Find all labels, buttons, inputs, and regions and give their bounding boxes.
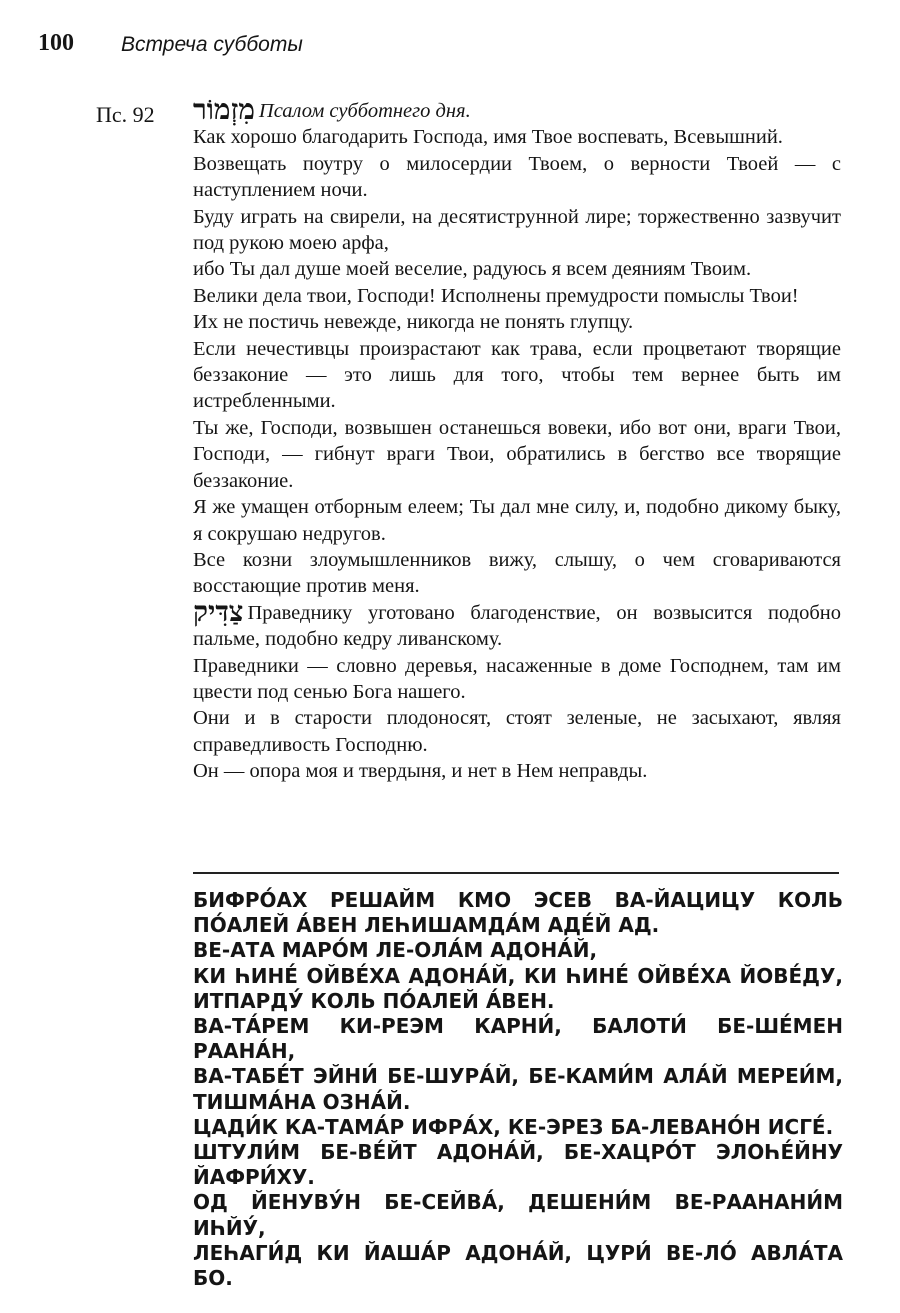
- verse: ибо Ты дал душе моей веселие, радуюсь я всем деяниям Твоим.: [193, 258, 752, 281]
- psalm-subtitle: Псалом субботнего дня.: [258, 100, 471, 122]
- psalm-title-line: [193, 93, 841, 126]
- verse: Если нечестивцы произрастают как трава, если процветают творящие беззаконие — это лишь для того, чтобы тем вернее быть им истребленными.: [193, 337, 841, 413]
- transliteration-line: КИ ҺИНЕ́ ОЙВЕ́ХА АДОНА́Й, КИ ҺИНЕ́ ОЙВЕ́ХА ЙОВЕ́ДУ, ИТПАРДУ́ КОЛЬ ПО́АЛЕЙ А́ВЕН.: [193, 963, 843, 1013]
- hebrew-title: מִזְמוֹר: [193, 93, 255, 126]
- transliteration-line: БИФРО́АХ РЕШАЙМ КМО ЭСЕВ ВА-ЙАЦИЦУ КОЛЬ ПО́АЛЕЙ А́ВЕН ЛЕҺИШАМДА́М АДЕ́Й АД.: [193, 888, 843, 938]
- verse: Их не постичь невежде, никогда не понять глупцу.: [193, 311, 634, 334]
- verse: Праведники — словно деревья, насаженные в доме Господнем, там им цвести под сенью Бога нашего.: [193, 654, 841, 703]
- transliteration-line: ОД ЙЕНУВУ́Н БЕ-СЕЙВА́, ДЕШЕНИ́М ВЕ-РААНАНИ́М ИҺЙУ́,: [193, 1190, 843, 1240]
- hebrew-marker: צַדִּיק: [193, 594, 244, 628]
- verse: Он — опора моя и твердыня, и нет в Нем неправды.: [193, 760, 648, 783]
- marked-verse: [193, 594, 841, 653]
- verse: Велики дела твои, Господи! Исполнены премудрости помыслы Твои!: [193, 284, 799, 307]
- russian-translation: [193, 93, 841, 785]
- verse: Возвещать поутру о милосердии Твоем, о верности Твоей — с наступлением ночи.: [193, 152, 841, 202]
- transliteration-line: ШТУЛИ́М БЕ-ВЕ́ЙТ АДОНА́Й, БЕ-ХАЦРО́Т ЭЛОҺЕ́ЙНУ ЙАФРИ́ХУ.: [193, 1140, 843, 1190]
- page-number: 100: [38, 30, 74, 56]
- verse: Как хорошо благодарить Господа, имя Твое воспевать, Всевышний.: [193, 126, 783, 149]
- verse: Ты же, Господи, возвышен останешься вовеки, ибо вот они, враги Твои, Господи, — гибнут враги Твои, обратились в бегство все творящие беззаконие.: [193, 416, 841, 492]
- section-divider: [193, 872, 839, 874]
- transliteration-line: ВА-ТА́РЕМ КИ-РЕЭМ КАРНИ́, БАЛОТИ́ БЕ-ШЕ́МЕН РААНА́Н,: [193, 1014, 843, 1064]
- transliteration-line: ЦАДИ́К КА-ТАМА́Р ИФРА́Х, КЕ-ЭРЕЗ БА-ЛЕВАНО́Н ИСГЕ́.: [193, 1114, 834, 1139]
- verse: Я же умащен отборным елеем; Ты дал мне силу, и, подобно дикому быку, я сокрушаю недругов.: [193, 496, 841, 545]
- transliteration-line: ЛЕҺАГИ́Д КИ ЙАША́Р АДОНА́Й, ЦУРИ́ ВЕ-ЛО́ АВЛА́ТА БО.: [193, 1240, 843, 1291]
- transliteration-block: [193, 888, 843, 1291]
- verse-text: Праведнику уготовано благоденствие, он возвысится подобно пальме, подобно кедру ливанскому.: [193, 601, 841, 651]
- verse: Буду играть на свирели, на десятиструнной лире; торжественно зазвучит под рукою моею арфа,: [193, 205, 841, 255]
- verse: Они и в старости плодоносят, стоят зеленые, не засыхают, являя справедливость Господню.: [193, 707, 841, 756]
- transliteration-line: ВЕ-АТА МАРО́М ЛЕ-ОЛА́М АДОНА́Й,: [193, 938, 598, 963]
- transliteration-line: ВА-ТАБЕ́Т ЭЙНИ́ БЕ-ШУРА́Й, БЕ-КАМИ́М АЛА́Й МЕРЕИ́М, ТИШМА́НА ОЗНА́Й.: [193, 1064, 843, 1114]
- verse: Все козни злоумышленников вижу, слышу, о чем сговариваются восстающие против меня.: [193, 548, 841, 598]
- psalm-reference: Пс. 92: [96, 102, 155, 127]
- running-title: Встреча субботы: [121, 33, 303, 56]
